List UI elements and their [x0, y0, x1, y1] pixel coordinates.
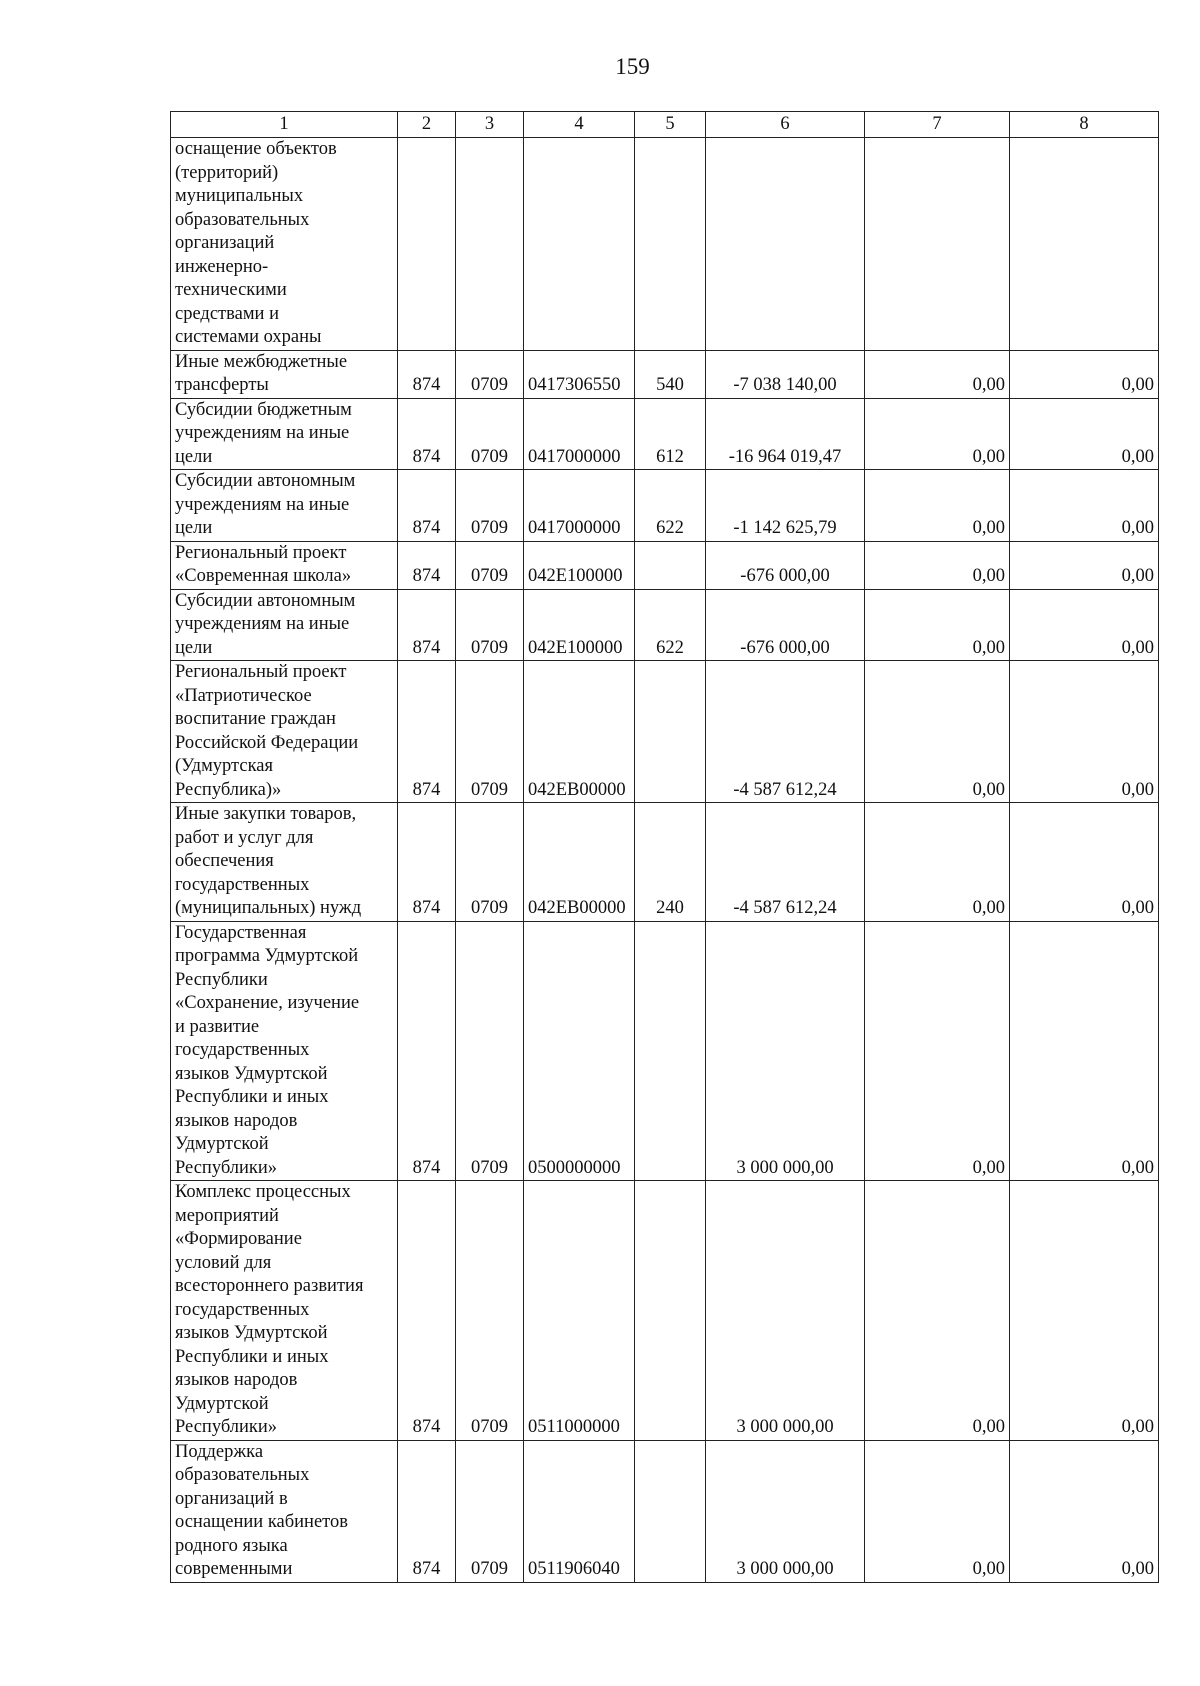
admin-code-cell: 874: [398, 921, 456, 1181]
target-article-cell: 0500000000: [524, 921, 635, 1181]
column-header: 7: [865, 112, 1010, 138]
amount-cell: 3 000 000,00: [706, 1440, 865, 1582]
target-article-cell: 0511906040: [524, 1440, 635, 1582]
amount-cell: -676 000,00: [706, 541, 865, 589]
amount-year3-cell: 0,00: [1010, 398, 1159, 470]
section-code-cell: 0709: [456, 803, 524, 922]
amount-year2-cell: 0,00: [865, 921, 1010, 1181]
amount-year3-cell: 0,00: [1010, 803, 1159, 922]
amount-cell: -4 587 612,24: [706, 803, 865, 922]
admin-code-cell: 874: [398, 541, 456, 589]
amount-year3-cell: 0,00: [1010, 589, 1159, 661]
column-header: 6: [706, 112, 865, 138]
target-article-cell: 0417306550: [524, 350, 635, 398]
table-row: [171, 138, 1159, 351]
amount-year2-cell: 0,00: [865, 803, 1010, 922]
amount-year2-cell: 0,00: [865, 1440, 1010, 1582]
expense-type-cell: 612: [635, 398, 706, 470]
expense-type-cell: 540: [635, 350, 706, 398]
expense-type-cell: 622: [635, 589, 706, 661]
table-row: [171, 661, 1159, 803]
amount-cell: 3 000 000,00: [706, 921, 865, 1181]
table-row: [171, 1440, 1159, 1582]
target-article-cell: 0417000000: [524, 470, 635, 542]
amount-cell: -16 964 019,47: [706, 398, 865, 470]
expense-type-cell: [635, 1440, 706, 1582]
table-row: [171, 470, 1159, 542]
admin-code-cell: 874: [398, 398, 456, 470]
row-name-cell: Иные закупки товаров, работ и услуг для обеспечения государственных (муниципальных) нужд: [171, 803, 398, 922]
column-header: 2: [398, 112, 456, 138]
amount-year2-cell: 0,00: [865, 1181, 1010, 1441]
admin-code-cell: 874: [398, 661, 456, 803]
expense-type-cell: [635, 661, 706, 803]
section-code-cell: 0709: [456, 661, 524, 803]
table-row: [171, 589, 1159, 661]
row-name-cell: Субсидии автономным учреждениям на иные цели: [171, 470, 398, 542]
amount-year2-cell: [865, 138, 1010, 351]
amount-cell: -4 587 612,24: [706, 661, 865, 803]
row-name-cell: Региональный проект «Современная школа»: [171, 541, 398, 589]
row-name-cell: Субсидии бюджетным учреждениям на иные цели: [171, 398, 398, 470]
table-body: [171, 138, 1159, 1583]
target-article-cell: 0417000000: [524, 398, 635, 470]
expense-type-cell: 622: [635, 470, 706, 542]
section-code-cell: 0709: [456, 541, 524, 589]
section-code-cell: 0709: [456, 921, 524, 1181]
target-article-cell: [524, 138, 635, 351]
amount-cell: 3 000 000,00: [706, 1181, 865, 1441]
target-article-cell: 042E100000: [524, 541, 635, 589]
amount-year2-cell: 0,00: [865, 541, 1010, 589]
admin-code-cell: 874: [398, 350, 456, 398]
section-code-cell: [456, 138, 524, 351]
amount-year3-cell: 0,00: [1010, 470, 1159, 542]
amount-year2-cell: 0,00: [865, 470, 1010, 542]
admin-code-cell: 874: [398, 803, 456, 922]
amount-cell: -7 038 140,00: [706, 350, 865, 398]
table-row: [171, 1181, 1159, 1441]
section-code-cell: 0709: [456, 350, 524, 398]
section-code-cell: 0709: [456, 589, 524, 661]
page-number: 159: [615, 54, 650, 79]
table-row: [171, 541, 1159, 589]
amount-year3-cell: 0,00: [1010, 1440, 1159, 1582]
target-article-cell: 042EB00000: [524, 803, 635, 922]
target-article-cell: 0511000000: [524, 1181, 635, 1441]
row-name-cell: Комплекс процессных мероприятий «Формирование условий для всестороннего развития государственных языков Удмуртской Республики и иных языков народов Удмуртской Республики»: [171, 1181, 398, 1441]
table-row: [171, 398, 1159, 470]
column-header: 3: [456, 112, 524, 138]
section-code-cell: 0709: [456, 1440, 524, 1582]
amount-cell: -1 142 625,79: [706, 470, 865, 542]
admin-code-cell: 874: [398, 589, 456, 661]
admin-code-cell: 874: [398, 1181, 456, 1441]
section-code-cell: 0709: [456, 470, 524, 542]
expense-type-cell: [635, 1181, 706, 1441]
row-name-cell: Государственная программа Удмуртской Республики «Сохранение, изучение и развитие государственных языков Удмуртской Республики и иных языков народов Удмуртской Республики»: [171, 921, 398, 1181]
target-article-cell: 042EB00000: [524, 661, 635, 803]
amount-year2-cell: 0,00: [865, 589, 1010, 661]
column-number-row: [171, 112, 1159, 138]
amount-year3-cell: 0,00: [1010, 541, 1159, 589]
expense-type-cell: [635, 138, 706, 351]
table-row: [171, 921, 1159, 1181]
column-header: 8: [1010, 112, 1159, 138]
admin-code-cell: 874: [398, 1440, 456, 1582]
column-header: 5: [635, 112, 706, 138]
section-code-cell: 0709: [456, 1181, 524, 1441]
amount-year3-cell: 0,00: [1010, 921, 1159, 1181]
table-row: [171, 803, 1159, 922]
amount-year2-cell: 0,00: [865, 398, 1010, 470]
expense-type-cell: [635, 541, 706, 589]
amount-year2-cell: 0,00: [865, 350, 1010, 398]
row-name-cell: Поддержка образовательных организаций в оснащении кабинетов родного языка современными: [171, 1440, 398, 1582]
table-header: [171, 112, 1159, 138]
column-header: 1: [171, 112, 398, 138]
table-row: [171, 350, 1159, 398]
budget-table: [170, 111, 1159, 1583]
amount-year3-cell: 0,00: [1010, 350, 1159, 398]
amount-year3-cell: 0,00: [1010, 661, 1159, 803]
amount-year2-cell: 0,00: [865, 661, 1010, 803]
column-header: 4: [524, 112, 635, 138]
expense-type-cell: [635, 921, 706, 1181]
target-article-cell: 042E100000: [524, 589, 635, 661]
admin-code-cell: [398, 138, 456, 351]
amount-cell: [706, 138, 865, 351]
amount-year3-cell: 0,00: [1010, 1181, 1159, 1441]
row-name-cell: оснащение объектов (территорий) муниципальных образовательных организаций инженерно- техническими средствами и системами охраны: [171, 138, 398, 351]
expense-type-cell: 240: [635, 803, 706, 922]
admin-code-cell: 874: [398, 470, 456, 542]
section-code-cell: 0709: [456, 398, 524, 470]
row-name-cell: Субсидии автономным учреждениям на иные цели: [171, 589, 398, 661]
amount-cell: -676 000,00: [706, 589, 865, 661]
amount-year3-cell: [1010, 138, 1159, 351]
row-name-cell: Региональный проект «Патриотическое воспитание граждан Российской Федерации (Удмуртская Республика)»: [171, 661, 398, 803]
row-name-cell: Иные межбюджетные трансферты: [171, 350, 398, 398]
